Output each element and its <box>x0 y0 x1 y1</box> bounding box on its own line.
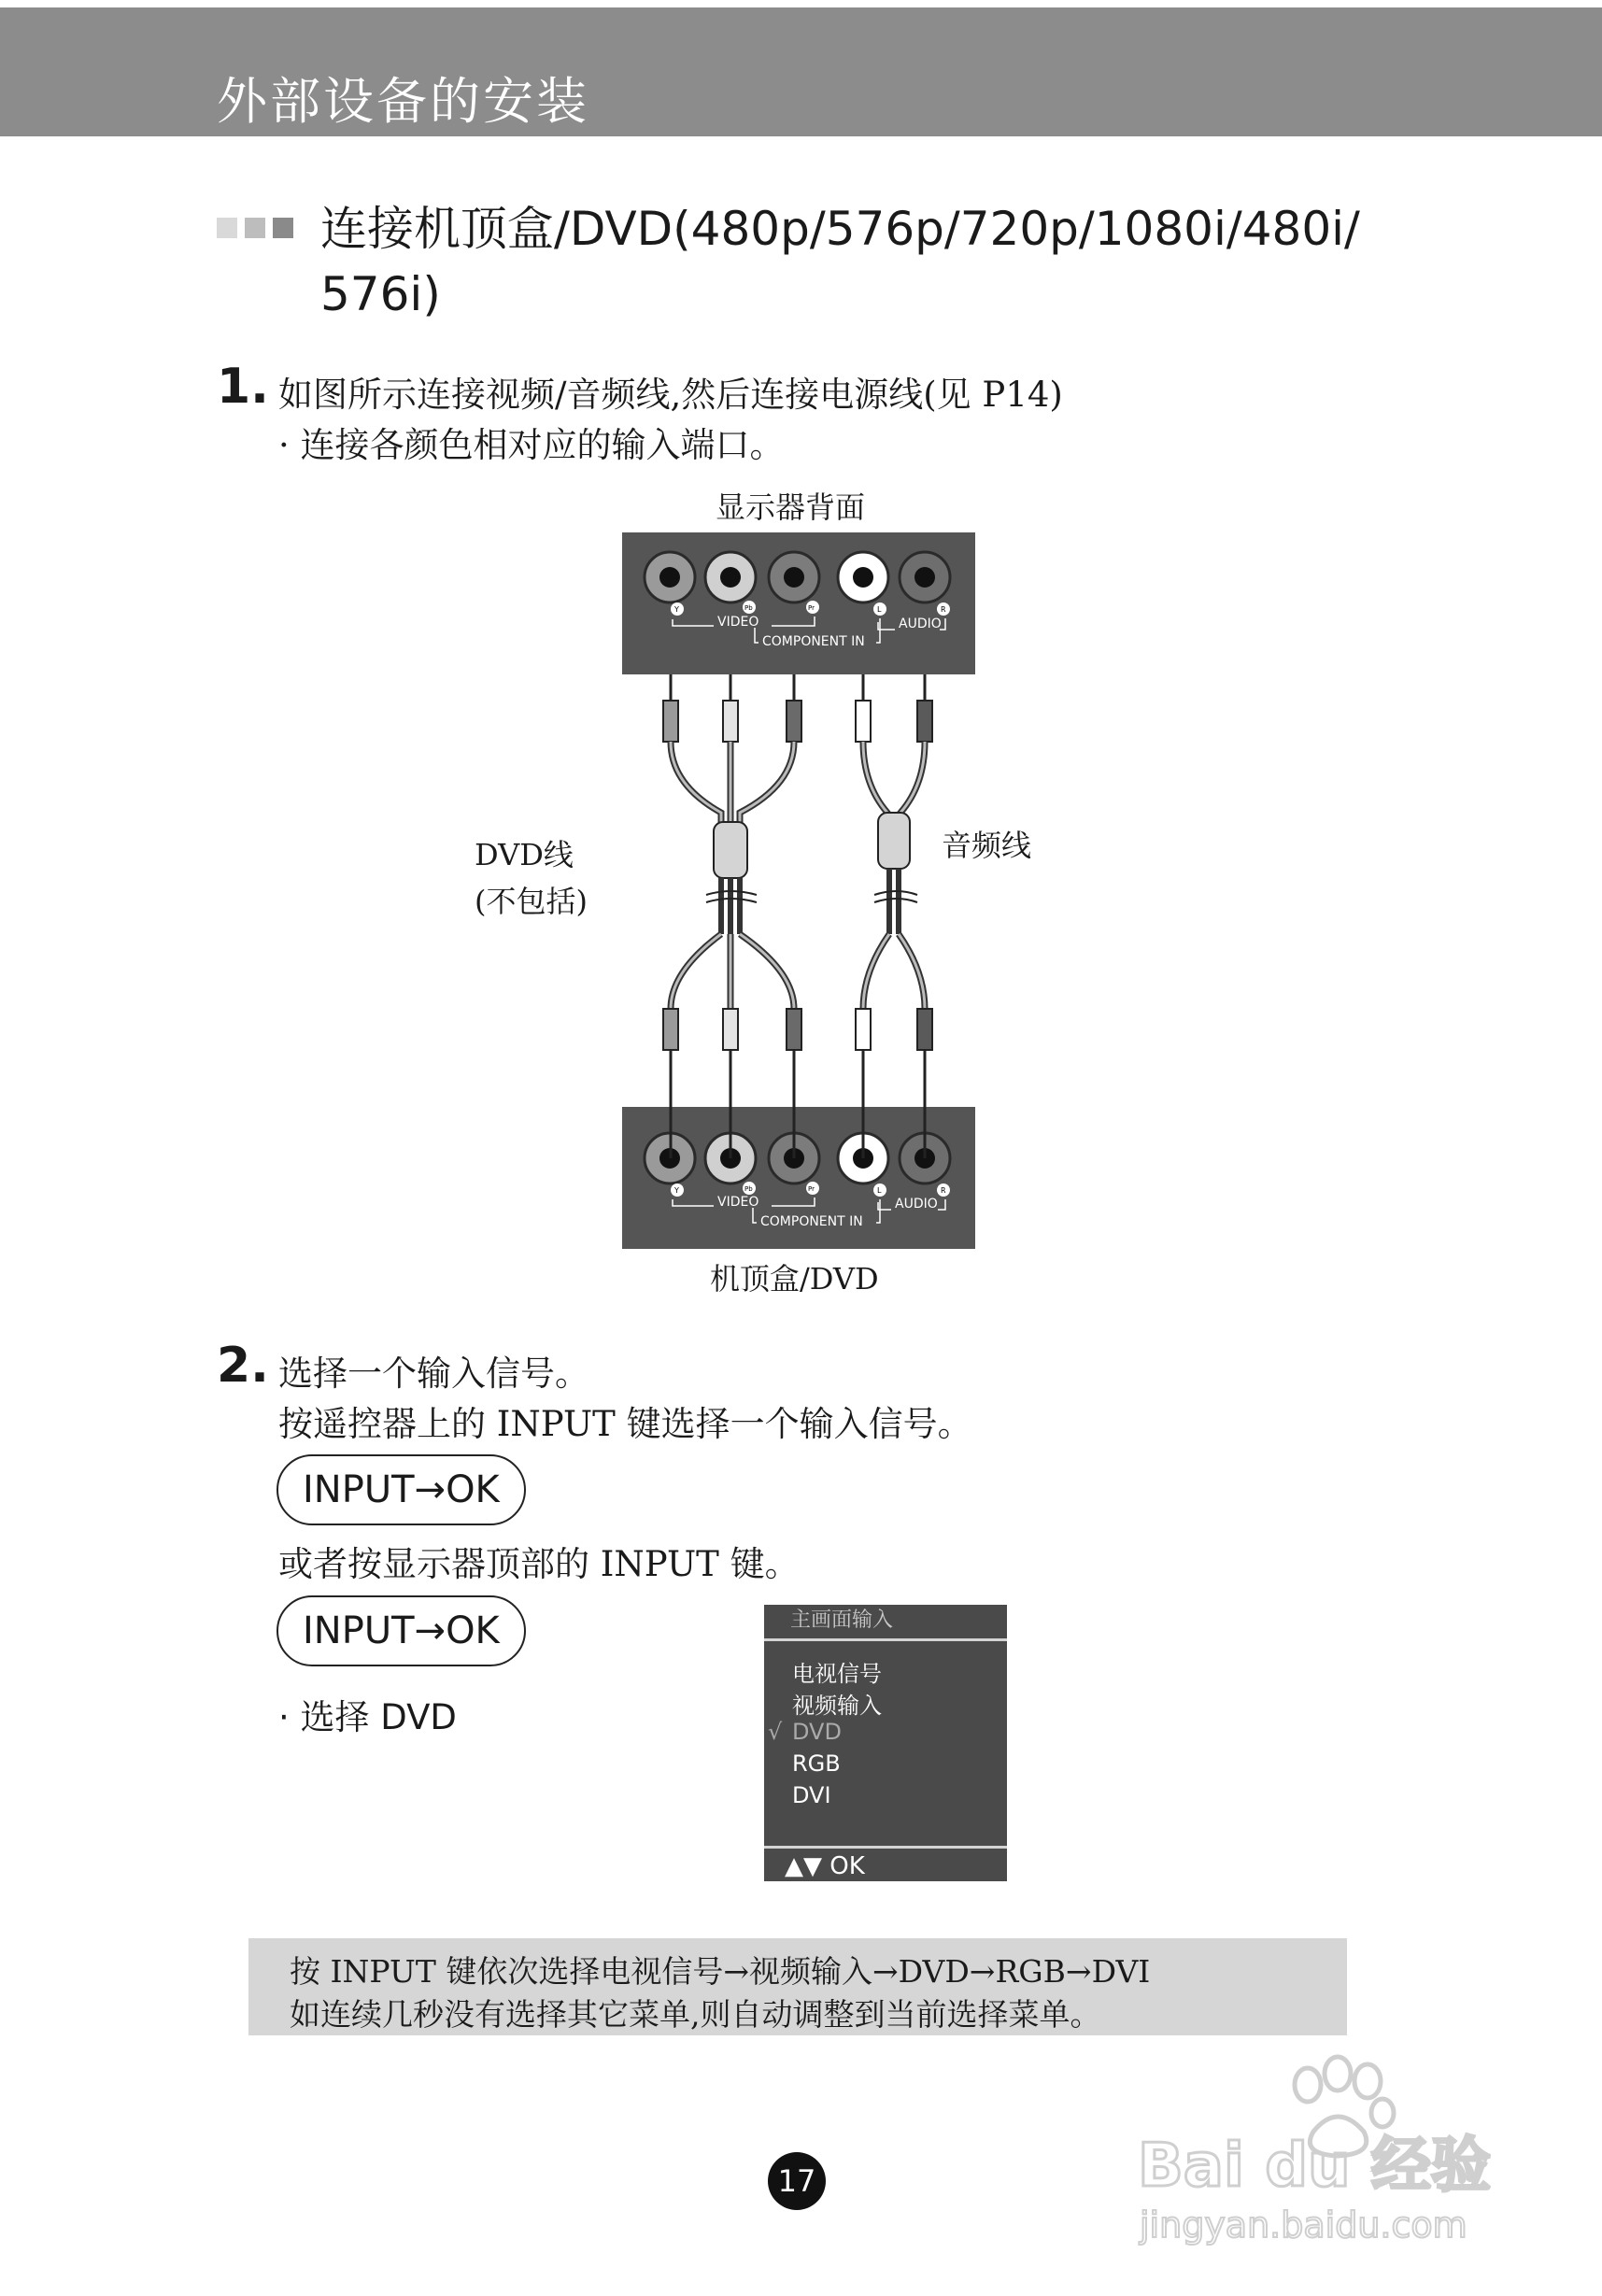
osd-item-dvd[interactable]: DVD <box>792 1719 842 1745</box>
audio-label-bottom: AUDIO <box>895 1197 938 1212</box>
monitor-input-ok-pill: INPUT→OK <box>276 1595 526 1666</box>
check-icon: √ <box>768 1719 783 1745</box>
diagram-bottom-label: 机顶盒/DVD <box>710 1261 879 1297</box>
component-in-label-top: COMPONENT IN <box>762 634 865 649</box>
step1-bullet: · 连接各颜色相对应的输入端口。 <box>278 425 785 465</box>
not-included-label: (不包括) <box>475 884 588 919</box>
port-pb-label-bottom: Pb <box>744 1185 753 1193</box>
port-y-label-bottom: Y <box>674 1186 679 1195</box>
note-line1: 按 INPUT 键依次选择电视信号→视频输入→DVD→RGB→DVI <box>290 1953 1151 1990</box>
port-r-label-bottom: R <box>941 1186 946 1195</box>
page-number: 17 <box>768 2152 826 2210</box>
step2-line1: 选择一个输入信号。 <box>278 1354 589 1394</box>
video-label-top: VIDEO <box>717 615 759 630</box>
osd-item-dvi[interactable]: DVI <box>792 1782 831 1808</box>
audio-cable-ferrite <box>878 813 910 869</box>
osd-menu-title: 主画面输入 <box>790 1609 894 1632</box>
step1-text: 如图所示连接视频/音频线,然后连接电源线(见 P14) <box>278 375 1063 415</box>
port-pr-label-bottom: Pr <box>808 1185 815 1193</box>
port-pb-label-top: Pb <box>744 604 753 612</box>
page-header-title: 外部设备的安装 <box>217 72 589 131</box>
dvd-cable-ferrite <box>714 822 747 878</box>
step2-number: 2. <box>217 1338 269 1394</box>
port-l-label-bottom: L <box>877 1186 882 1195</box>
port-pr-label-top: Pr <box>808 604 815 612</box>
section-marker-mid <box>245 218 265 238</box>
note-line2: 如连续几秒没有选择其它菜单,则自动调整到当前选择菜单。 <box>290 1996 1101 2033</box>
connection-diagram <box>617 523 990 1252</box>
up-down-arrows-icon: ▲▼ <box>785 1852 822 1880</box>
section-title-line2: 576i) <box>320 267 441 321</box>
osd-divider-bottom <box>764 1846 1007 1849</box>
section-title <box>320 196 1360 327</box>
watermark-brand: Bai du 经验 <box>1138 2132 1491 2201</box>
component-in-label-bottom: COMPONENT IN <box>760 1214 863 1229</box>
section-title-line1: 连接机顶盒/DVD(480p/576p/720p/1080i/480i/ <box>320 202 1360 256</box>
dvd-cable-label: DVD线 <box>475 837 574 872</box>
section-markers <box>217 218 293 238</box>
audio-cable-label: 音频线 <box>942 828 1032 863</box>
baidu-watermark <box>1130 2046 1523 2251</box>
step1-number: 1. <box>217 359 269 415</box>
watermark-url: jingyan.baidu.com <box>1140 2204 1467 2246</box>
note-box <box>248 1938 1347 2035</box>
port-r-label-top: R <box>941 605 946 614</box>
video-label-bottom: VIDEO <box>717 1195 759 1210</box>
osd-item-rgb[interactable]: RGB <box>792 1750 841 1777</box>
section-marker-light <box>217 218 237 238</box>
osd-ok-label: OK <box>829 1852 865 1880</box>
osd-footer <box>764 1851 1007 1881</box>
port-y-label-top: Y <box>674 605 679 614</box>
step2-line2: 按遥控器上的 INPUT 键选择一个输入信号。 <box>278 1404 972 1444</box>
diagram-top-label: 显示器背面 <box>716 489 866 525</box>
osd-divider-top <box>764 1638 1007 1641</box>
audio-label-top: AUDIO <box>899 617 942 631</box>
step2-line3: 或者按显示器顶部的 INPUT 键。 <box>278 1544 800 1584</box>
port-l-label-top: L <box>877 605 882 614</box>
osd-input-menu <box>764 1605 1007 1881</box>
remote-input-ok-pill: INPUT→OK <box>276 1454 526 1525</box>
section-marker-dark <box>273 218 293 238</box>
osd-item-video[interactable]: 视频输入 <box>792 1693 882 1719</box>
step2-bullet: · 选择 DVD <box>278 1697 457 1737</box>
osd-item-tv[interactable]: 电视信号 <box>792 1661 882 1687</box>
